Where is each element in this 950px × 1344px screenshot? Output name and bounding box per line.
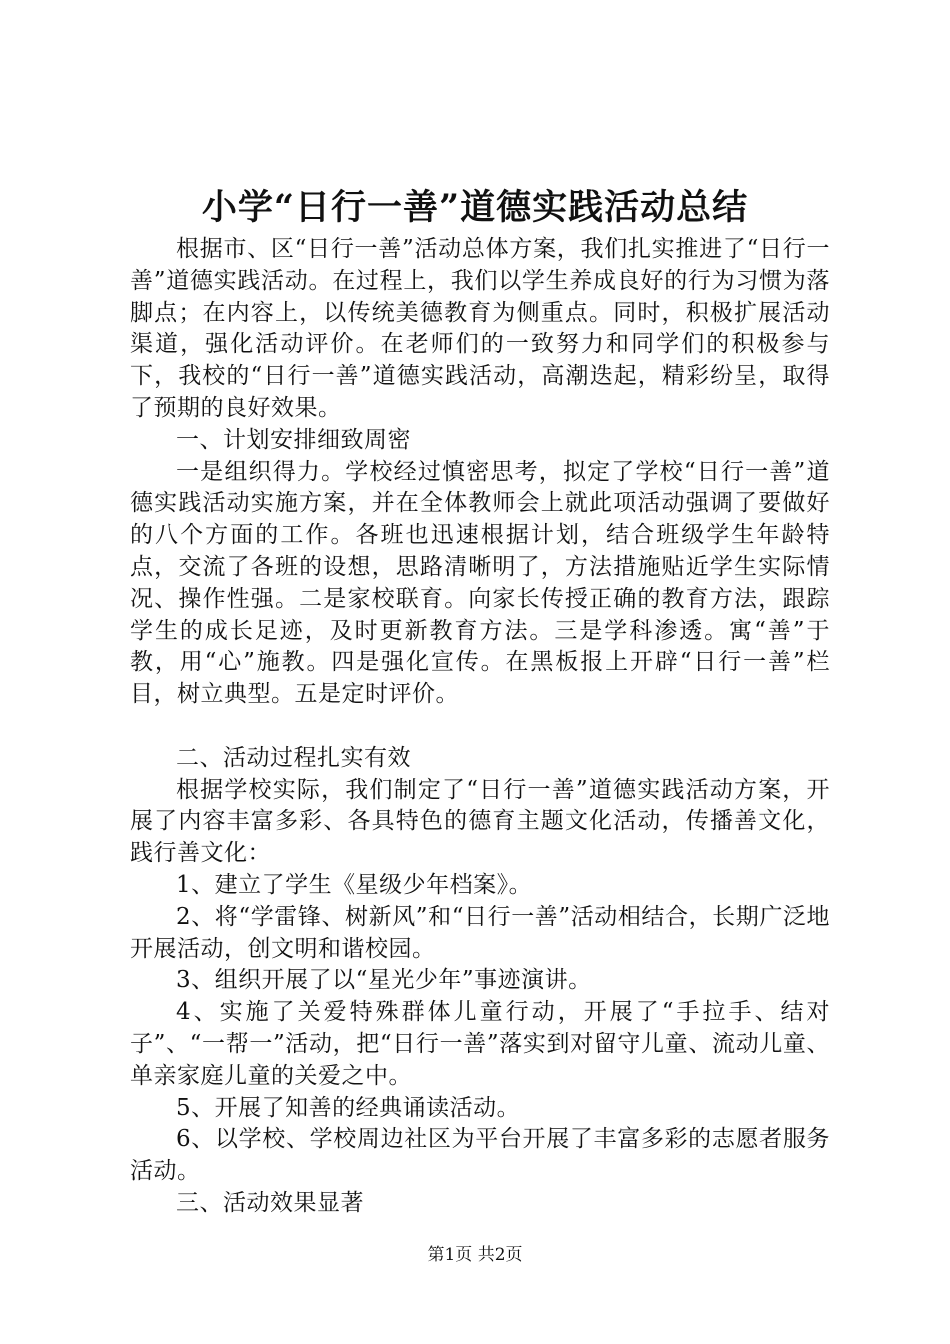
intro-paragraph: 根据市、区“日行一善”活动总体方案，我们扎实推进了“日行一善”道德实践活动。在过程上，我们以学生养成良好的行为习惯为落脚点；在内容上，以传统美德教育为侧重点。同时，积极扩展活动渠道，强化活动评价。在老师们的一致努力和同学们的积极参与下，我校的“日行一善”道德实践活动，高潮迭起，精彩纷呈，取得了预期的良好效果。 — [130, 236, 830, 421]
section-heading-2: 二、活动过程扎实有效 — [176, 744, 411, 771]
list-item-2: 2、将“学雷锋、树新风”和“日行一善”活动相结合，长期广泛地开展活动，创文明和谐校园。 — [130, 903, 830, 962]
section-heading-3: 三、活动效果显著 — [176, 1189, 364, 1216]
document-title: 小学“日行一善”道德实践活动总结 — [201, 187, 749, 228]
list-item-6: 6、以学校、学校周边社区为平台开展了丰富多彩的志愿者服务活动。 — [130, 1126, 830, 1185]
list-item-1: 1、建立了学生《星级少年档案》。 — [176, 871, 533, 898]
section-heading-1: 一、计划安排细致周密 — [176, 426, 411, 453]
list-item-5: 5、开展了知善的经典诵读活动。 — [176, 1094, 521, 1121]
list-item-4: 4、实施了关爱特殊群体儿童行动，开展了“手拉手、结对子”、“一帮一”活动，把“日行一善”落实到对留守儿童、流动儿童、单亲家庭儿童的关爱之中。 — [130, 999, 830, 1089]
document-body — [130, 234, 830, 1220]
page-footer: 第1页 共2页 — [427, 1245, 523, 1265]
blank-line — [130, 711, 830, 743]
section-1-paragraph: 一是组织得力。学校经过慎密思考，拟定了学校“日行一善”道德实践活动实施方案，并在全体教师会上就此项活动强调了要做好的八个方面的工作。各班也迅速根据计划，结合班级学生年龄特点，交流了各班的设想，思路清晰明了，方法措施贴近学生实际情况、操作性强。二是家校联育。向家长传授正确的教育方法，跟踪学生的成长足迹，及时更新教育方法。三是学科渗透。寓“善”于教，用“心”施教。四是强化宣传。在黑板报上开辟“日行一善”栏目，树立典型。五是定时评价。 — [130, 458, 830, 708]
list-item-3: 3、组织开展了以“星光少年”事迹演讲。 — [176, 967, 592, 994]
section-2-paragraph: 根据学校实际，我们制定了“日行一善”道德实践活动方案，开展了内容丰富多彩、各具特色的德育主题文化活动，传播善文化，践行善文化： — [130, 776, 830, 867]
